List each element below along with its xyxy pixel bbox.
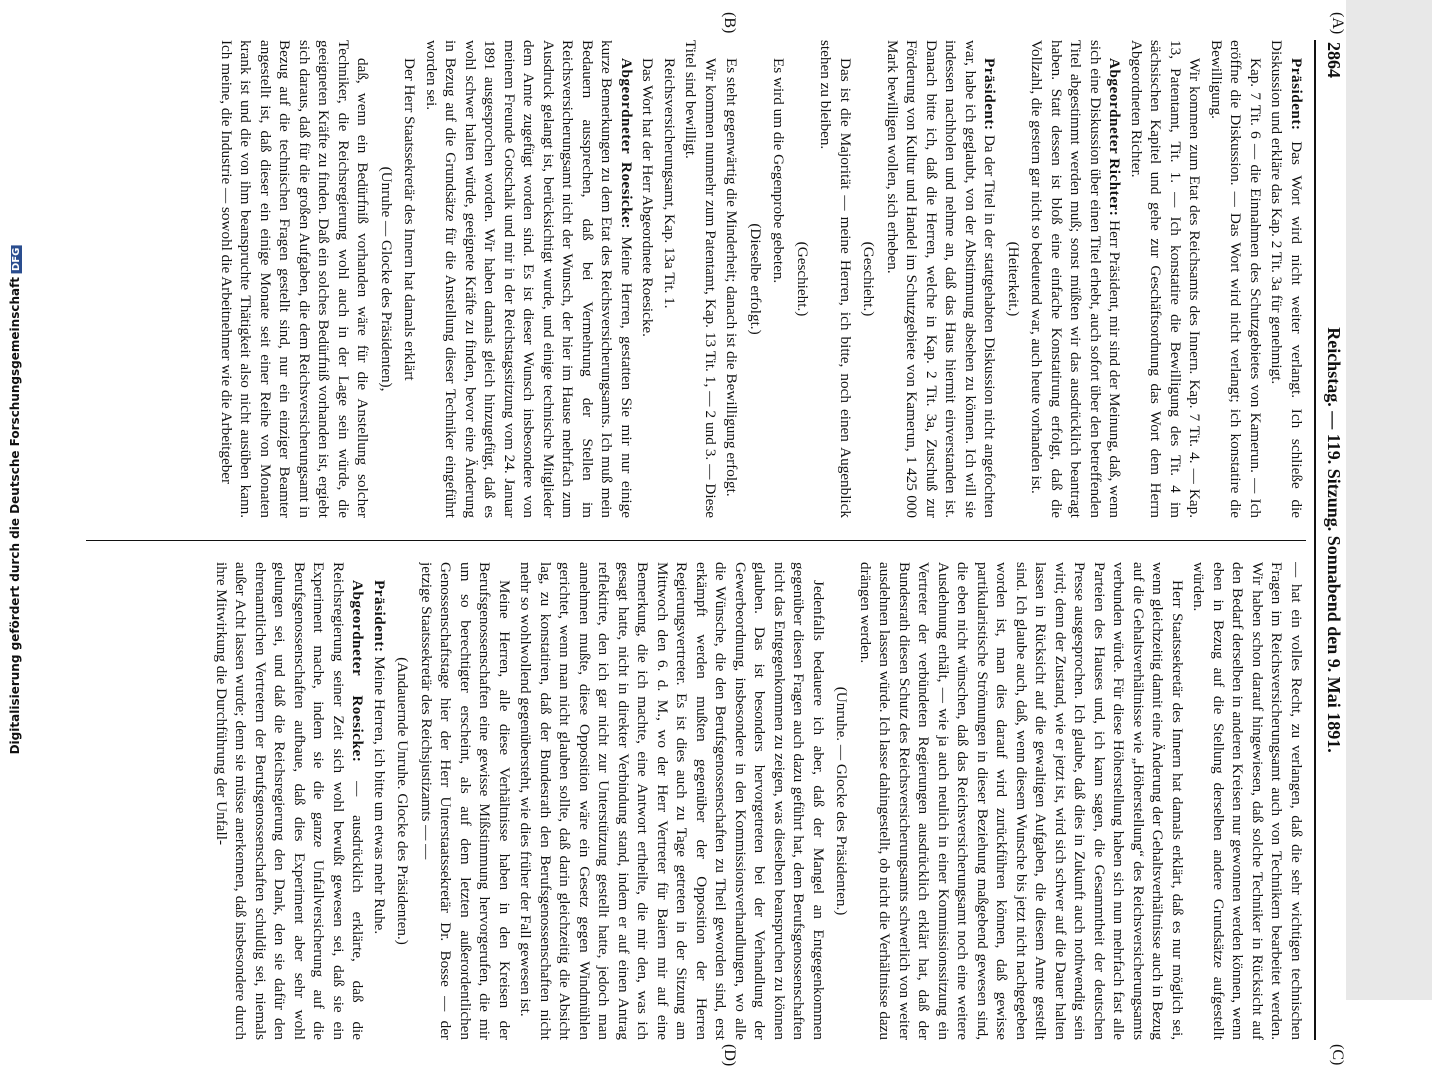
body-paragraph: Jedenfalls bedauere ich aber, daß der Mangel an Entgegenkommen gegenüber diesen Fragen auch dazu geführt hat, dem Berufsgenossenschaften nicht das Entgegenkommen zu zeigen, was dieselben beanspruchen zu können glauben. Das ist besonders hervorgetreten bei der Verhandlung der Gewerbeordnung, insbesondere in den Kommissionsverhandlungen, wo alle die Wünsche, die den Berufsgenossenschaften zu Theil geworden sind, erst erkämpft werden mußten gegenüber der Opposition der Herren Regierungsvertreter. Es ist dies auch zu Tage getreten in der Sitzung am Mittwoch den 6. d. M., wo der Herr Vertreter für Baiern mir auf eine Bemerkung, die ich machte, eine Antwort ertheilte, die mir den, was ich gesagt hatte, nicht in direkter Verbindung stand, indem er auf einen Antrag reflektirte, den ich gar nicht zur Unterstützung gestellt hatte, jedoch man annehmen mußte, diese Opposition wäre ein Gesetz gegen Windmühlen gerichtet, wenn man nicht glauben sollte, daß darin gleichzeitig die Absicht lag, zu konstatiren, daß der Bundesrath den Berufsgenossenschaften nicht mehr so wohlwollend gegenübersteht, wie dies früher der Fall gewesen ist. bbox=[517, 562, 827, 1040]
speaker-name: Präsident: bbox=[371, 580, 388, 653]
footer-strip bbox=[0, 0, 30, 1000]
body-paragraph: Meine Herren, alle diese Verhältnisse haben in den Kreisen der Berufsgenossenschaften eine gewisse Mißstimmung hervorgerufen, die mir um so berechtigter erscheint, als auf dem letzten außerordentlichen Genossenschaftstage hier der Herr Unterstaatssekretär Dr. Bosse — der jetzige Staatssekretär des Reichsjustizamts — — bbox=[418, 562, 513, 1040]
body-paragraph: Herr Staatssekretär des Innern hat damals erklärt, daß es nur möglich sei, wenn gleichzeitig damit eine Änderung der Gehaltsverhältnisse auch in Bezug auf die Gehaltsverhältnisse wie „Höherstellung“ des Reichsversicherungsamts verbunden würde. Für diese Höherstellung haben sich nun mehrfach fast alle Parteien des Hauses und, ich kann sagen, die Gesammtheit der deutschen Presse ausgesprochen. Ich glaube, daß dies in Zukunft auch nothwendig sein wird; denn der Zustand, wie er jetzt ist, wird sich schwer auf die Dauer halten lassen in Rücksicht auf die gewaltigen Aufgaben, die diesem Amte gestellt sind. Ich glaube auch, daß, wenn diesem Wunsche bis jetzt nicht nachgegeben worden ist, man dies darauf wird zurückführen können, daß gewisse partikularistische Strömungen in dieser Beziehung maßgebend gewesen sind, die eben nicht wünschen, daß das Reichsversicherungsamt noch eine weitere Ausdehnung erhält, — wie ja auch neulich in einer Kommissionssitzung ein Vertreter der verbündeten Regierungen ausdrücklich erklärt hat, daß der Bundesrath diesen Schutz des Reichsversicherungsamts schwerlich von weiter ausdehnen lassen würde. Ich lasse dahingestellt, ob nicht die Verhältnisse dazu drängen werden. bbox=[857, 562, 1186, 1040]
speaker-name: Abgeordneter Roesicke: bbox=[618, 58, 635, 229]
speech-text: — ausdrücklich erklärte, daß die Reichsregierung seiner Zeit sich wohl bewußt gewesen sei, daß sie ein Experiment mache, indem sie die ganze Unfallversicherung auf die Berufsgenossenschaften aufbaue, daß dies Experiment aber sehr wohl gelungen sei, und daß die Reichsregierung den Dank, den sie dafür den ehrenamtlichen Vertretern der Berufsgenossenschaften schuldig sei, niemals außer Acht lassen wurde; denn sie müsse anerkennen, daß insbesondere durch ihre Mitwirkung die Durchführung der Unfall- bbox=[213, 562, 367, 1040]
footer-credit bbox=[8, 246, 22, 755]
speech-paragraph bbox=[1267, 40, 1306, 518]
speaker-name: Präsident: bbox=[981, 58, 999, 131]
stage-direction: (Geschieht.) bbox=[794, 241, 811, 317]
speaker-name: Präsident: bbox=[1288, 58, 1305, 131]
speech-text: Da der Titel in der stattgehabten Diskussion nicht angefochten war, habe ich geglaubt, von der Abstimmung absehen zu können. Ich will sie indessen nachholen und nehme an, daß das Haus hiermit einverstanden ist. Danach bitte ich, daß die Herren, welche in Kap. 2 Tit. 3a, Zuschuß zur Förderung von Kultur und Handel im Schutzgebiete von Kamerun, 1 425 000 Mark bewilligen wollen, sich erheben. bbox=[884, 40, 999, 518]
page-title: Reichstag. — 119. Sitzung. Sonnabend den 9. Mai 1891. bbox=[1324, 327, 1344, 753]
speech-text: Meine Herren, ich bitte um etwas mehr Ruhe. bbox=[371, 652, 388, 935]
speech-text: Herr Präsident, mir sind der Meinung, daß, wenn sich eine Diskussion über einen Titel erhebt, auch sofort über den betreffenden Titel abgestimmt werden muß; sonst müßten wir das ausdrücklich beantragt haben. Statt dessen ist bloß eine einfache Konstatirung erfolgt, daß die Vollzahl, die gestern gar nicht so bedeutend war, auch heute vorhanden ist. bbox=[1028, 40, 1124, 518]
body-paragraph: — hat ein volles Recht, zu verlangen, daß die sehr wichtigen technischen Fragen im Reichsversicherungsamt auch von Technikern bearbeitet werden. Wir haben schon darauf hingewiesen, daß solche Techniker in Rücksicht auf den Bedarf derselben in anderen Kreisen nur gewonnen werden können, wenn eben in Bezug auf die Stellung derselben andere Grundsätze aufgestellt würden. bbox=[1190, 562, 1305, 1040]
body-paragraph: Es steht gegenwärtig die Minderheit; danach ist die Bewilligung erfolgt. bbox=[723, 58, 741, 497]
margin-mark-d: (D) bbox=[721, 1044, 738, 1066]
body-paragraph: Wir kommen zum Etat des Reichsamts des Innern. Kap. 7 Tit. 4. — Kap. 13, Patentamt, Tit. 1. — Ich konstatire die Bewilligung des Tit. 4 im sächsischen Kapitel und gehe zur Geschäftsordnung das Wort dem Herrn Abgeordneten Richter. bbox=[1128, 40, 1204, 518]
dfg-logo-icon: DFG bbox=[11, 247, 22, 271]
speech-text: Das Wort wird nicht weiter verlangt. Ich schließe die Diskussion und erkläre das Kap. 2 Tit. 3a für genehmigt. bbox=[1268, 40, 1305, 518]
right-column bbox=[86, 562, 1306, 1040]
body-paragraph: daß, wenn ein Bedürfniß vorhanden wäre für die Anstellung solcher Techniker, die Reichsregierung wohl auch in der Lage sein würde, die geeigneten Kräfte zu finden. Daß ein solches Bedürfniß vorhanden ist, ergiebt sich daraus, daß für die großen Aufgaben, die dem Reichsversicherungsamt in Bezug auf die technischen Fragen gestellt sind, nur ein einziger Beamter angestellt ist, daß dieser ein einige Monate seit einer Reihe von Monaten krank ist und die von ihm beanspruchte Thätigkeit also nicht ausüben kann. Ich meine, die Industrie — sowohl die Arbeitnehmer wie die Arbeitgeber bbox=[218, 40, 372, 518]
body-paragraph: Kap. 7 Tit. 6 — die Einnahmen des Schutzgebietes von Kamerun. — Ich eröffne die Diskussion. — Das Wort wird nicht verlangt; ich konstatire die Bewilligung. bbox=[1208, 40, 1264, 518]
margin-mark-c: (C) bbox=[1329, 1044, 1346, 1066]
scan-edge bbox=[1346, 0, 1432, 1000]
body-paragraph: Das Wort hat der Herr Abgeordnete Roesicke. bbox=[639, 58, 657, 337]
margin-mark-a: (A) bbox=[1329, 12, 1346, 35]
stage-direction: (Geschieht.) bbox=[860, 241, 878, 317]
stage-direction: (Andauernde Unruhe. Glocke des Präsidenten.) bbox=[394, 657, 412, 945]
body-paragraph: Der Herr Staatssekretär des Innern hat damals erklärt bbox=[401, 58, 419, 381]
stage-direction: (Unruhe. — Glocke des Präsidenten.) bbox=[833, 686, 851, 916]
left-column bbox=[86, 40, 1306, 518]
page-number: 2864 bbox=[1324, 42, 1344, 78]
speech-paragraph bbox=[1027, 40, 1125, 518]
speaker-name: Abgeordneter Richter: bbox=[1106, 58, 1124, 217]
body-paragraph: Reichsversicherungsamt, Kap. 13a Tit. 1. bbox=[661, 58, 678, 309]
speech-paragraph bbox=[370, 562, 390, 1040]
body-paragraph: Das ist die Majorität — meine Herren, ich bitte, noch einen Augenblick stehen zu bleiben. bbox=[817, 40, 854, 518]
page-header bbox=[1314, 40, 1350, 1040]
margin-mark-b: (B) bbox=[721, 12, 738, 34]
stage-direction: (Unruhe — Glocke des Präsidenten), bbox=[378, 166, 395, 392]
body-paragraph: Wir kommen nunmehr zum Patentamt, Kap. 13 Tit. 1, — 2 und 3. — Diese Titel sind bewilligt. bbox=[682, 40, 719, 518]
speech-paragraph bbox=[883, 40, 1000, 518]
stage-direction: (Dieselbe erfolgt.) bbox=[747, 223, 764, 335]
body-paragraph: Es wird um die Gegenprobe gebeten. bbox=[770, 58, 788, 284]
speech-paragraph bbox=[422, 40, 637, 518]
speech-paragraph bbox=[212, 562, 368, 1040]
column-divider bbox=[86, 540, 1306, 541]
footer-credit-text: Digitalisierung gefördert durch die Deutsche Forschungsgemeinschaft bbox=[8, 276, 22, 755]
speaker-name: Abgeordneter Roesicke: bbox=[349, 580, 367, 763]
page-content bbox=[60, 12, 1350, 1066]
stage-direction: (Heiterkeit.) bbox=[1005, 241, 1022, 317]
speech-text: Meine Herren, gestatten Sie mir nur einige kurze Bemerkungen zu dem Etat des Reichsversicherungsamts. Ich muß mein Bedauern aussprechen, daß bei Vermehrung der Stellen im Reichsversicherungsamt nicht der Wunsch, der hier im Hause mehrfach zum Ausdruck gelangt ist, berücksichtigt wurde, und einige technische Mitglieder dem Amte zugefügt worden sind. Es ist dieser Wunsch insbesondere von meinem Freunde Gotschalk und mir in der Reichstagssitzung vom 24. Januar 1891 ausgesprochen worden. Wir haben damals gleich hinzugefügt, daß es wohl schwer halten würde, geeignete Kräfte zu finden, bevor eine Änderung in Bezug auf die Grundsätze für die Anstellung dieser Techniker eingeführt worden sei. bbox=[423, 40, 635, 518]
